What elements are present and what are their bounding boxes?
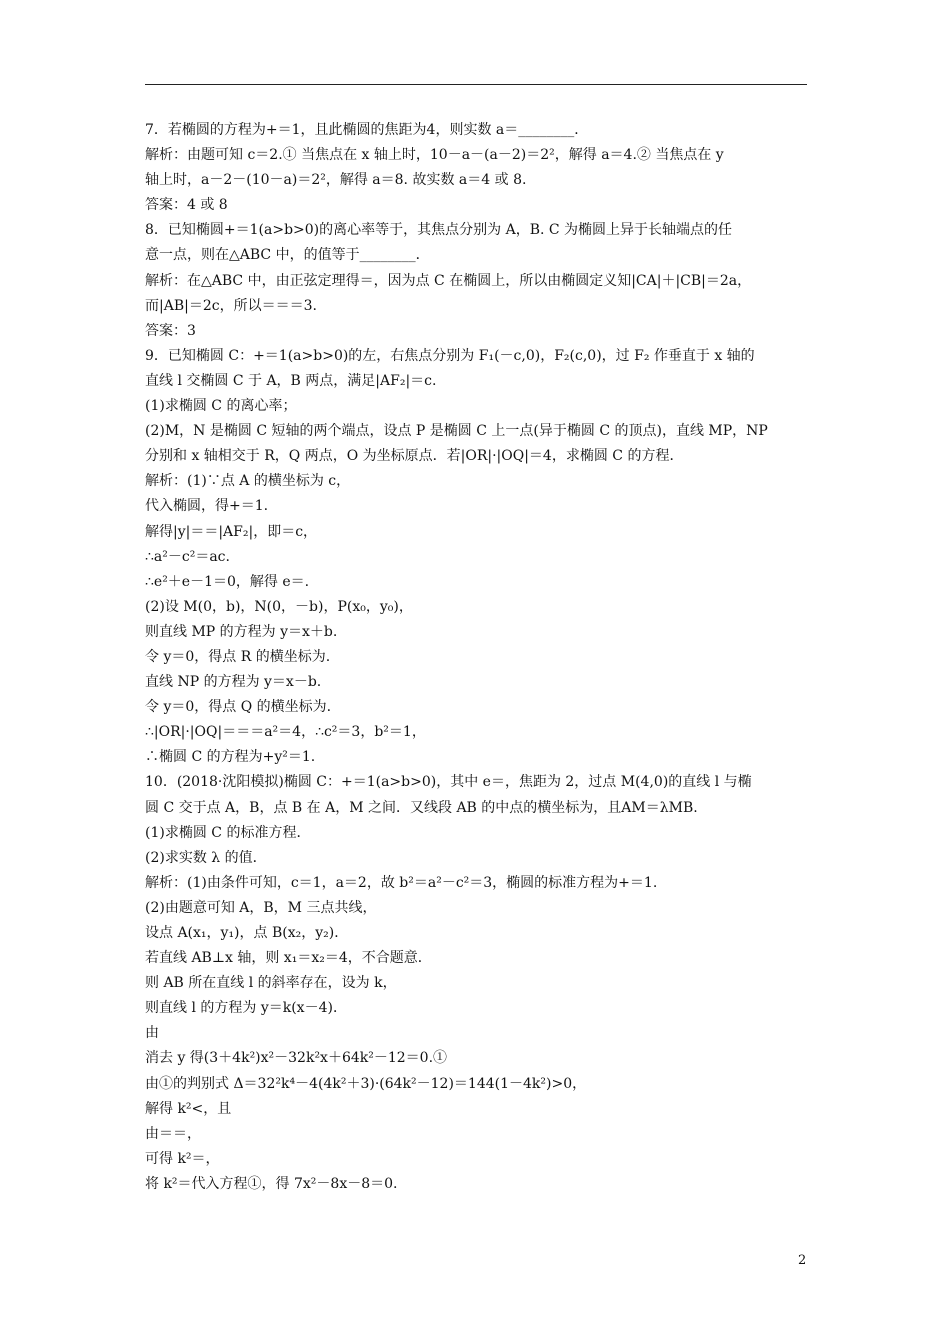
text-line: 由①的判别式 Δ＝32²k⁴－4(4k²＋3)·(64k²－12)＝144(1－4k²)>0， (145, 1075, 587, 1092)
text-line: ∴a²－c²＝ac. (145, 548, 230, 565)
text-line: 意一点，则在△ABC 中，的值等于________． (145, 247, 430, 264)
text-line: (2)设 M(0，b)，N(0，－b)，P(x₀，y₀)， (145, 598, 413, 615)
text-line: 若直线 AB⊥x 轴，则 x₁＝x₂＝4，不合题意． (145, 950, 432, 967)
text-line: 令 y＝0，得点 R 的横坐标为. (145, 648, 331, 665)
text-line: 则直线 MP 的方程为 y＝x＋b. (145, 623, 338, 640)
document-body (145, 118, 815, 1197)
header-rule (145, 84, 807, 85)
text-line: 10．(2018·沈阳模拟)椭圆 C：+＝1(a>b>0)，其中 e＝，焦距为 2，过点 M(4,0)的直线 l 与椭 (145, 774, 752, 791)
text-line: ∴|OR|·|OQ|＝＝＝a²＝4，∴c²＝3，b²＝1， (145, 724, 426, 741)
text-line: 分别和 x 轴相交于 R，Q 两点，O 为坐标原点．若|OR|·|OQ|＝4，求椭圆 C 的方程． (145, 448, 684, 465)
text-line: ∴e²＋e－1＝0，解得 e＝. (145, 573, 310, 590)
text-line: 解析：在△ABC 中，由正弦定理得＝，因为点 C 在椭圆上，所以由椭圆定义知|CA|＋|CB|＝2a， (145, 272, 752, 289)
text-line: 直线 NP 的方程为 y＝x－b. (145, 674, 322, 691)
text-line: 答案：4 或 8 (145, 197, 228, 214)
text-line: 8．已知椭圆+＝1(a>b>0)的离心率等于，其焦点分别为 A，B. C 为椭圆上异于长轴端点的任 (145, 222, 733, 239)
text-line: 7．若椭圆的方程为+＝1，且此椭圆的焦距为4，则实数 a＝________． (145, 122, 589, 138)
text-line: (1)求椭圆 C 的离心率； (145, 398, 297, 415)
text-line: 解析：(1)∵点 A 的横坐标为 c， (145, 473, 351, 490)
text-line: 解得|y|＝＝|AF₂|，即＝c， (145, 523, 318, 540)
text-line: 解析：(1)由条件可知，c＝1，a＝2，故 b²＝a²－c²＝3，椭圆的标准方程为+＝1. (145, 874, 658, 891)
text-line: 圆 C 交于点 A，B，点 B 在 A，M 之间．又线段 AB 的中点的横坐标为，且AM＝λMB. (145, 799, 698, 816)
text-line: (2)由题意可知 A，B，M 三点共线， (145, 899, 377, 916)
text-line: 轴上时，a－2－(10－a)＝2²，解得 a＝8. 故实数 a＝4 或 8. (145, 172, 527, 189)
text-line: 直线 l 交椭圆 C 于 A，B 两点，满足|AF₂|＝c. (145, 372, 437, 389)
page-number: 2 (798, 1253, 807, 1268)
text-line: (2)M，N 是椭圆 C 短轴的两个端点，设点 P 是椭圆 C 上一点(异于椭圆 C 的顶点)，直线 MP，NP (145, 423, 768, 440)
text-line: 解得 k²<，且 (145, 1100, 232, 1117)
text-line: 消去 y 得(3＋4k²)x²－32k²x＋64k²－12＝0.① (145, 1050, 448, 1067)
text-line: 则直线 l 的方程为 y＝k(x－4)． (145, 1000, 347, 1017)
text-line: 9．已知椭圆 C：+＝1(a>b>0)的左，右焦点分别为 F₁(－c,0)，F₂(c,0)，过 F₂ 作垂直于 x 轴的 (145, 347, 755, 364)
text-line: 可得 k²＝， (145, 1150, 220, 1167)
text-line: (1)求椭圆 C 的标准方程． (145, 824, 311, 841)
text-line: 代入椭圆，得+＝1. (145, 498, 269, 515)
text-line: 答案：3 (145, 322, 196, 339)
text-line: 令 y＝0，得点 Q 的横坐标为. (145, 699, 332, 716)
text-line: 设点 A(x₁，y₁)，点 B(x₂，y₂)． (145, 925, 349, 941)
text-line: 而|AB|＝2c，所以＝＝＝3. (145, 297, 317, 314)
text-line: (2)求实数 λ 的值． (145, 849, 267, 866)
text-line: 解析：由题可知 c＝2.① 当焦点在 x 轴上时，10－a－(a－2)＝2²，解得 a＝4.② 当焦点在 y (145, 147, 724, 164)
text-line: 则 AB 所在直线 l 的斜率存在，设为 k， (145, 975, 397, 992)
text-line: 将 k²＝代入方程①，得 7x²－8x－8＝0. (145, 1175, 398, 1192)
text-line: ∴椭圆 C 的方程为+y²＝1. (145, 749, 316, 766)
text-line: 由 (145, 1025, 159, 1042)
text-line: 由＝＝， (145, 1125, 201, 1142)
